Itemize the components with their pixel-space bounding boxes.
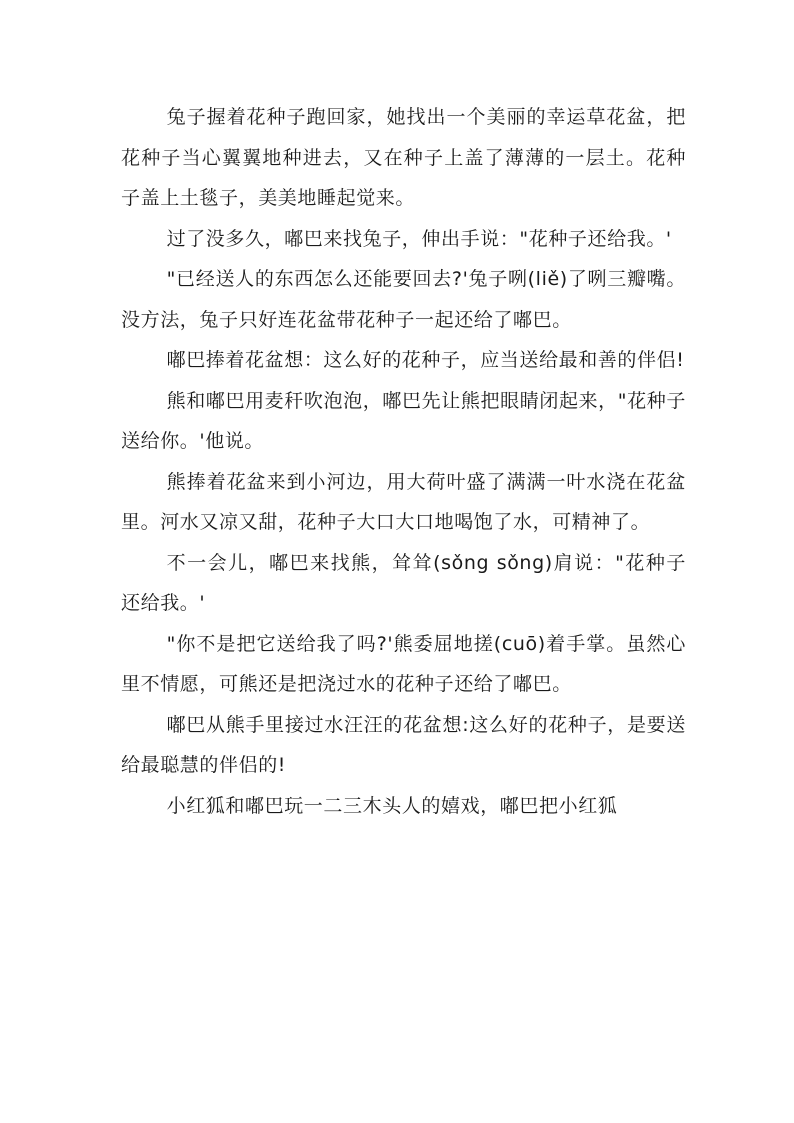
paragraph-5: 熊和嘟巴用麦秆吹泡泡，嘟巴先让熊把眼睛闭起来，"花种子送给你。'他说。 (121, 389, 686, 452)
paragraph-8: "你不是把它送给我了吗?'熊委屈地搓(cuō)着手掌。虽然心里不情愿，可熊还是把浇过水的花种子还给了嘟巴。 (121, 632, 686, 695)
paragraph-1: 兔子握着花种子跑回家，她找出一个美丽的幸运草花盆，把花种子当心翼翼地种进去，又在种子上盖了薄薄的一层土。花种子盖上土毯子，美美地睡起觉来。 (121, 106, 686, 209)
paragraph-10: 小红狐和嘟巴玩一二三木头人的嬉戏，嘟巴把小红狐 (166, 794, 618, 817)
paragraph-7: 不一会儿，嘟巴来找熊，耸耸(sǒng sǒng)肩说："花种子还给我。' (121, 551, 686, 614)
paragraph-4: 嘟巴捧着花盆想：这么好的花种子，应当送给最和善的伴侣! (166, 349, 685, 371)
paragraph-2: 过了没多久，嘟巴来找兔子，伸出手说："花种子还给我。' (166, 227, 672, 250)
paragraph-3: "已经送人的东西怎么还能要回去?'兔子咧(liě)了咧三瓣嘴。没方法，兔子只好连花盆带花种子一起还给了嘟巴。 (121, 268, 686, 331)
paragraph-9: 嘟巴从熊手里接过水汪汪的花盆想:这么好的花种子，是要送给最聪慧的伴侣的! (121, 713, 686, 776)
paragraph-6: 熊捧着花盆来到小河边，用大荷叶盛了满满一叶水浇在花盆里。河水又凉又甜，花种子大口大口地喝饱了水，可精神了。 (121, 470, 686, 533)
document-body (121, 97, 686, 826)
